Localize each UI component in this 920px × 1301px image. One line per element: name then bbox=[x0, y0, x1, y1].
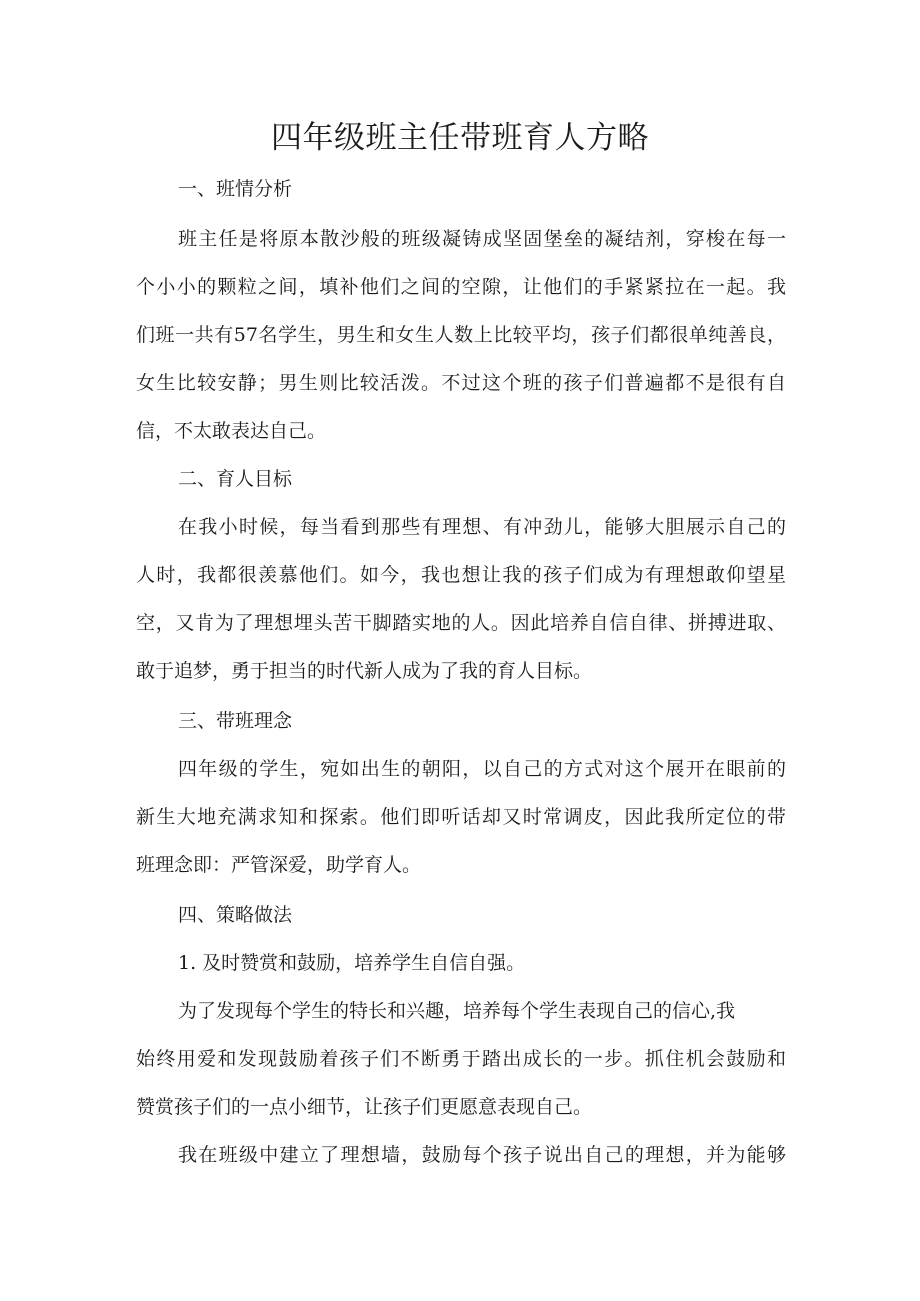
paragraph-line: 信，不太敢表达自己。 bbox=[136, 420, 327, 442]
section-heading-3: 三、带班理念 bbox=[178, 710, 293, 732]
paragraph-line: 班理念即：严管深爱，助学育人。 bbox=[136, 854, 422, 876]
paragraph-line: 在我小时候，每当看到那些有理想、有冲劲儿，能够大胆展示自己的 bbox=[178, 516, 786, 538]
paragraph-line: 新生大地充满求知和探索。他们即听话却又时常调皮，因此我所定位的带 bbox=[136, 806, 786, 828]
section-heading-2: 二、育人目标 bbox=[178, 468, 293, 490]
subsection-heading: 1. 及时赞赏和鼓励，培养学生自信自强。 bbox=[178, 952, 526, 974]
paragraph-line: 班主任是将原本散沙般的班级凝铸成坚固堡垒的凝结剂，穿梭在每一 bbox=[178, 228, 786, 250]
paragraph-line: 女生比较安静；男生则比较活泼。不过这个班的孩子们普遍都不是很有自 bbox=[136, 372, 786, 394]
paragraph-line: 为了发现每个学生的特长和兴趣，培养每个学生表现自己的信心,我 bbox=[178, 1000, 736, 1022]
paragraph-line: 人时，我都很羡慕他们。如今，我也想让我的孩子们成为有理想敢仰望星 bbox=[136, 564, 786, 586]
document-title: 四年级班主任带班育人方略 bbox=[271, 120, 649, 156]
paragraph-line: 们班一共有57名学生，男生和女生人数上比较平均，孩子们都很单纯善良， bbox=[136, 324, 786, 346]
paragraph-line: 个小小的颗粒之间，填补他们之间的空隙，让他们的手紧紧拉在一起。我 bbox=[136, 276, 786, 298]
section-heading-1: 一、班情分析 bbox=[178, 178, 293, 200]
paragraph-line: 空，又肯为了理想埋头苦干脚踏实地的人。因此培养自信自律、拼搏进取、 bbox=[136, 612, 786, 634]
paragraph-line: 敢于追梦，勇于担当的时代新人成为了我的育人目标。 bbox=[136, 660, 593, 682]
paragraph-line: 赞赏孩子们的一点小细节，让孩子们更愿意表现自己。 bbox=[136, 1096, 593, 1118]
paragraph-line: 始终用爱和发现鼓励着孩子们不断勇于踏出成长的一步。抓住机会鼓励和 bbox=[136, 1048, 786, 1070]
paragraph-line: 我在班级中建立了理想墙，鼓励每个孩子说出自己的理想，并为能够 bbox=[178, 1144, 786, 1166]
paragraph-line: 四年级的学生，宛如出生的朝阳，以自己的方式对这个展开在眼前的 bbox=[178, 758, 786, 780]
section-heading-4: 四、策略做法 bbox=[178, 904, 293, 926]
